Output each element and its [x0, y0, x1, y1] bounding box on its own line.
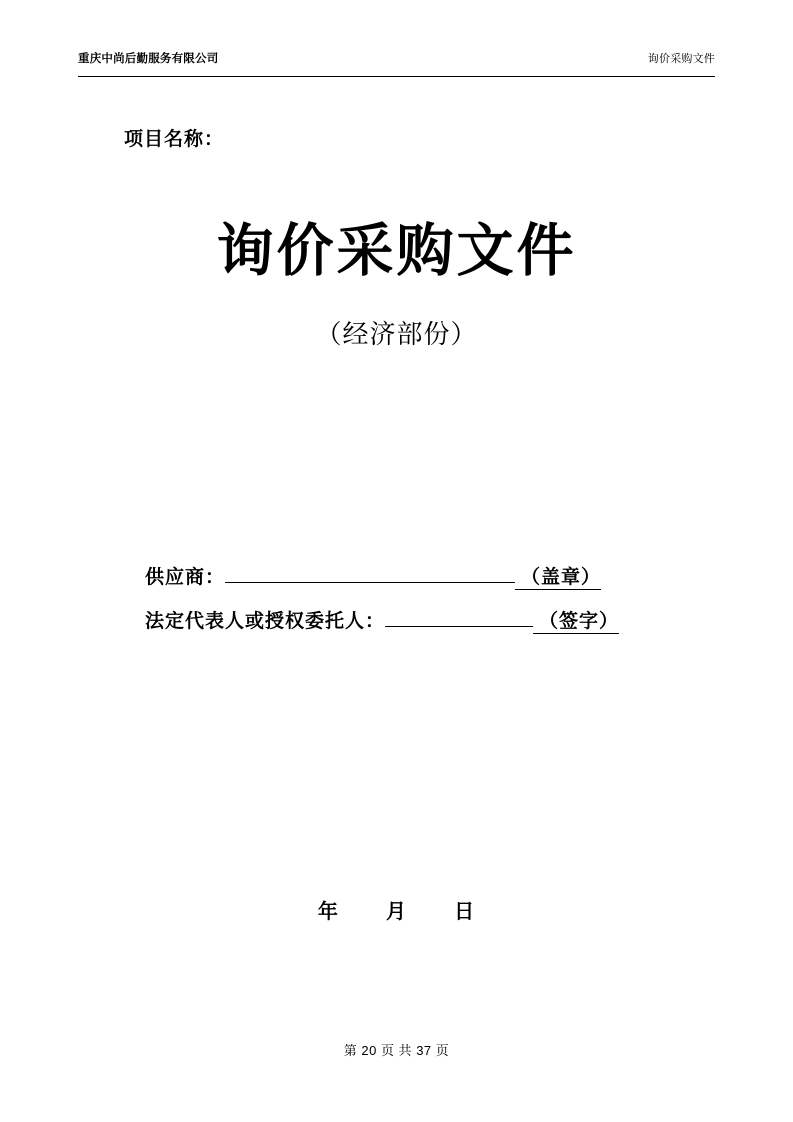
footer-prefix: 第: [343, 1043, 358, 1058]
date-day-label: 日: [454, 901, 476, 923]
footer-middle: 页 共: [380, 1043, 413, 1058]
supplier-row: [145, 562, 665, 590]
representative-row: [145, 606, 665, 634]
footer-page-number: 20: [361, 1043, 377, 1058]
signature-block: [145, 562, 665, 650]
date-year-label: 年: [317, 901, 339, 923]
supplier-input-line[interactable]: [225, 562, 515, 583]
representative-input-line[interactable]: [385, 606, 533, 627]
date-line: [0, 895, 793, 924]
representative-sign-note: （签字）: [533, 606, 619, 634]
page-subtitle: （经济部份）: [315, 320, 478, 349]
date-month-label: 月: [386, 901, 407, 923]
page-footer: [0, 1040, 793, 1059]
page-title: 询价采购文件: [216, 219, 577, 283]
page-header: [78, 52, 715, 77]
project-name-label: 项目名称：: [124, 129, 225, 150]
footer-suffix: 页: [435, 1043, 450, 1058]
header-company-name: 重庆中尚后勤服务有限公司: [78, 53, 219, 65]
supplier-label: 供应商：: [145, 567, 226, 588]
header-document-type: 询价采购文件: [647, 53, 715, 65]
footer-total-pages: 37: [416, 1043, 432, 1058]
supplier-seal-note: （盖章）: [515, 562, 601, 590]
representative-label: 法定代表人或授权委托人：: [145, 611, 386, 632]
